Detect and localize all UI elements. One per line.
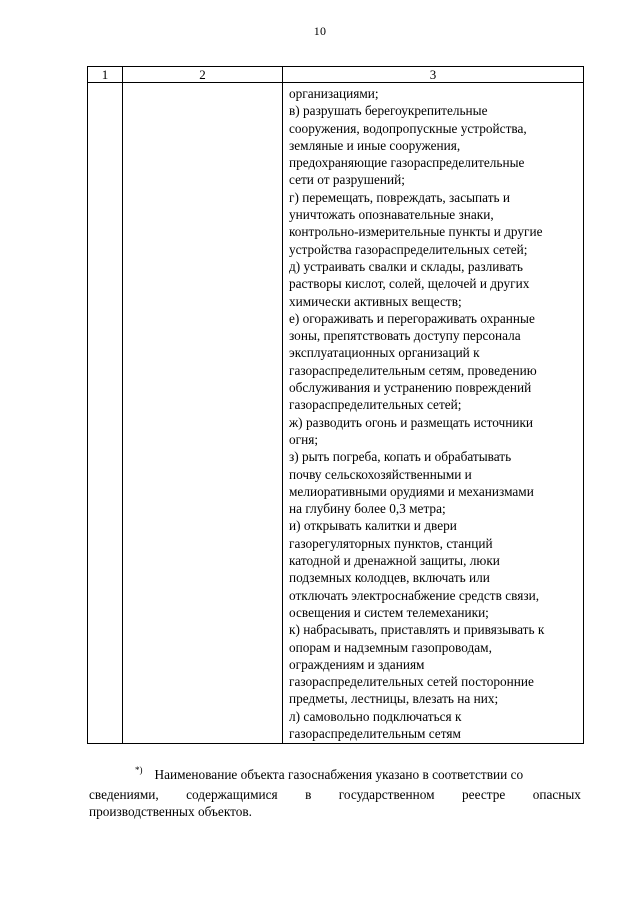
table-header-row	[88, 67, 584, 83]
text-line: в) разрушать берегоукрепительные	[289, 103, 488, 119]
text-line: огня;	[289, 431, 319, 447]
text-line: отключать электроснабжение средств связи,	[289, 587, 540, 603]
text-line: контрольно-измерительные пункты и другие	[289, 224, 543, 240]
prohibitions-text	[283, 83, 583, 742]
text-line: подземных колодцев, включать или	[289, 570, 490, 586]
footnote-word: сведениями,	[89, 786, 159, 802]
text-line: растворы кислот, солей, щелочей и других	[289, 276, 530, 292]
footnote-word: реестре	[462, 786, 506, 802]
text-line: обслуживания и устранению повреждений	[289, 380, 532, 396]
text-line: з) рыть погреба, копать и обрабатывать	[289, 449, 512, 465]
text-line: к) набрасывать, приставлять и привязывать к	[289, 622, 545, 638]
table-row	[88, 83, 584, 744]
column-header-1: 1	[88, 67, 123, 83]
table-cell-col2	[123, 83, 283, 744]
text-line: газораспределительных сетей;	[289, 397, 462, 413]
text-line: ж) разводить огонь и размещать источники	[289, 414, 534, 430]
text-line: л) самовольно подключаться к	[289, 708, 462, 724]
footnote-line-2	[89, 786, 581, 804]
text-line: мелиоративными орудиями и механизмами	[289, 483, 534, 499]
content-table	[87, 66, 584, 744]
page-number: 10	[313, 24, 327, 38]
text-line: организациями;	[289, 86, 379, 101]
footnote	[89, 766, 581, 821]
text-line: освещения и систем телемеханики;	[289, 604, 489, 620]
text-line: газораспределительных сетей посторонние	[289, 674, 534, 690]
text-line: е) огораживать и перегораживать охранные	[289, 310, 535, 326]
text-line: эксплуатационных организаций к	[289, 345, 480, 361]
text-line: почву сельскохозяйственными и	[289, 466, 472, 482]
text-line: газораспределительным сетям, проведению	[289, 362, 537, 378]
column-header-2: 2	[123, 67, 283, 83]
text-line: опорам и надземным газопроводам,	[289, 639, 492, 655]
text-line: предметы, лестницы, влезать на них;	[289, 691, 499, 707]
text-line: газорегуляторных пунктов, станций	[289, 535, 493, 551]
footnote-mark: *)	[135, 765, 143, 775]
footnote-word: содержащимися	[186, 786, 278, 802]
footnote-line-3: производственных объектов.	[89, 804, 252, 819]
table-cell-col3	[283, 83, 584, 744]
text-line: сооружения, водопропускные устройства,	[289, 120, 527, 136]
footnote-line-1	[89, 766, 581, 786]
text-line: сети от разрушений;	[289, 172, 405, 188]
text-line: д) устраивать свалки и склады, разливать	[289, 258, 523, 274]
text-line: земляные и иные сооружения,	[289, 137, 461, 153]
text-line: предохраняющие газораспределительные	[289, 155, 525, 171]
column-header-3: 3	[283, 67, 584, 83]
footnote-text-1: Наименование объекта газоснабжения указано в соответствии со	[154, 767, 524, 782]
text-line: химически активных веществ;	[289, 293, 462, 309]
text-line: уничтожать опознавательные знаки,	[289, 207, 494, 223]
footnote-word: в	[305, 786, 312, 802]
footnote-word: опасных	[532, 786, 581, 802]
text-line: ограждениям и зданиям	[289, 656, 425, 672]
text-line: катодной и дренажной защиты, люки	[289, 553, 500, 569]
text-line: газораспределительным сетям	[289, 725, 461, 741]
text-line: на глубину более 0,3 метра;	[289, 501, 446, 517]
text-line: и) открывать калитки и двери	[289, 518, 457, 534]
text-line: г) перемещать, повреждать, засыпать и	[289, 189, 511, 205]
text-line: зоны, препятствовать доступу персонала	[289, 328, 521, 344]
text-line: устройства газораспределительных сетей;	[289, 241, 528, 257]
table-cell-col1	[88, 83, 123, 744]
footnote-word: государственном	[338, 786, 435, 802]
